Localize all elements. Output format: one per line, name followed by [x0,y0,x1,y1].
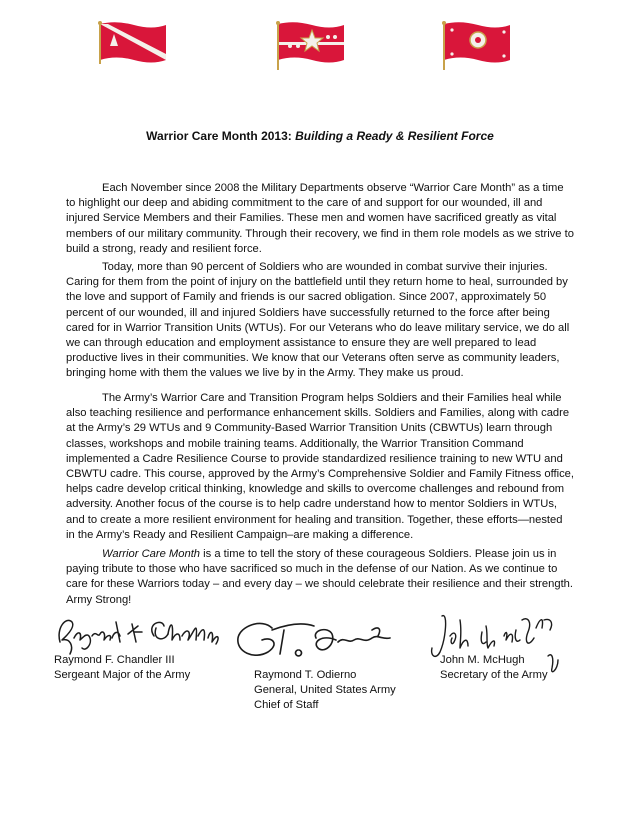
sergeant-major-flag-icon [96,20,170,64]
paragraph-4 [66,547,574,608]
secretary-flag-icon [440,20,514,70]
paragraph-2: Today, more than 90 percent of Soldiers who are wounded in combat survive their injuries. Caring for them from the point of injury on the battlefield until they return home to heal, surrounded by the love and support of Family and friends is our sacred obligation. Since 2007, approximately 50 percent of our wounded, ill and injured Soldiers have successfully returned to the force after being cared for in Warrior Transition Units (WTUs). For our Veterans who do leave military service, we do all we can through education and employment assistance to ensure they are well prepared to lead productive lives in their communities. We know that our Veterans often serve as community leaders, bringing home with them the values we live by in the Army. They make us proud. [66,261,570,380]
signer-mchugh [440,653,548,683]
signature-odierno [232,608,397,666]
warrior-care-month-emphasis: Warrior Care Month [102,548,201,560]
paragraph-3: The Army’s Warrior Care and Transition Program helps Soldiers and their Families heal while also teaching resilience and performance enhancement skills. Soldiers and Families, along with cadre at the Army’s 29 WTUs and 9 Community-Based Warrior Transition Units (CBWTUs) learn through classes, workshops and mobile training teams. Additionally, the Warrior Transition Command implemented a Cadre Resilience Course to provide standardized resilience training to new WTU and CBWTU cadre. This course, approved by the Army’s Comprehensive Soldier and Family Fitness office, helps cadre develop critical thinking, knowledge and skills to overcome challenges and rebound from adversity. Another focus of the course is to help cadre understand how to mentor Soldiers in WTUs, and to create a more resilient environment for healing and transition. Together, these efforts—nested in the Army’s Ready and Resilient Campaign–are making a difference. [66,392,574,541]
title-subtitle: Building a Ready & Resilient Force [295,129,494,143]
signer-title-secondary: Chief of Staff [254,699,319,711]
signer-name: Raymond F. Chandler III [54,654,175,666]
paragraph-1: Each November since 2008 the Military Departments observe “Warrior Care Month” as a time to highlight our deep and abiding commitment to the care of and support for our wounded, ill and injured Service Members and their Families. These men and women have sacrificed greatly as vital members of our military community. Through their recovery, we find in them role models as we strive to build a strong, ready and resilient force. [66,182,574,255]
signer-name: John M. McHugh [440,654,525,666]
chief-of-staff-flag-icon [274,20,348,70]
signer-chandler [54,653,190,683]
signer-name: Raymond T. Odierno [254,669,357,681]
signer-title: General, United States Army [254,684,396,696]
signer-odierno [254,668,396,713]
title-main: Warrior Care Month 2013: [146,129,292,143]
page-title [0,129,640,143]
paragraph-4-text: is a time to tell the story of these courageous Soldiers. Please join us in paying tribute to those who have sacrificed so much in the defense of our Nation. As we continue to care for these Warriors today – and every day – we should celebrate their resilience and their strength. Army Strong! [66,548,574,606]
signer-title: Sergeant Major of the Army [54,669,191,681]
signer-title: Secretary of the Army [440,669,548,681]
